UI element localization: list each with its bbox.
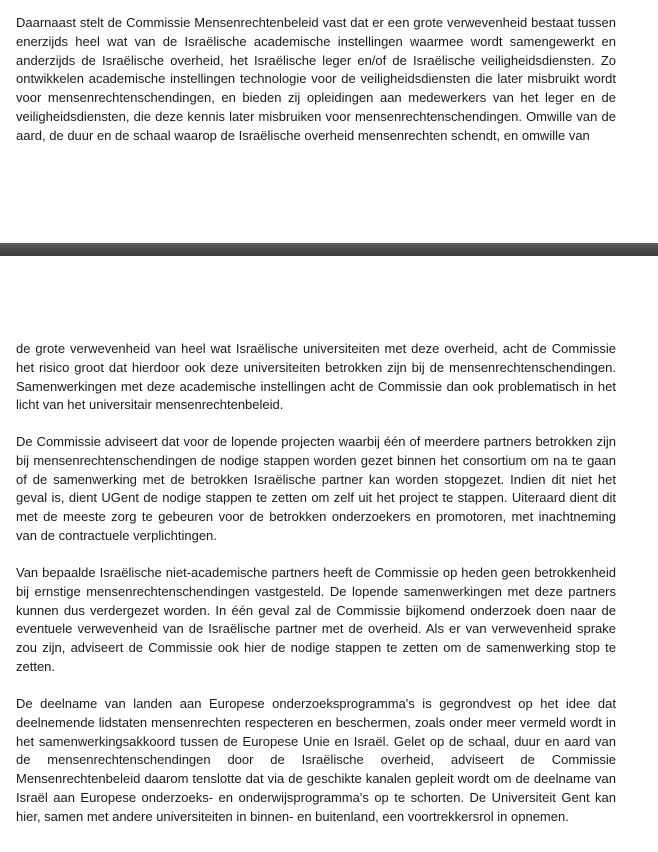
- page-separator: [0, 243, 658, 256]
- document-page-1: [0, 0, 658, 243]
- paragraph: De deelname van landen aan Europese onderzoeksprogramma's is gegrondvest op het idee dat deelnemende lidstaten mensenrechten respecteren en beschermen, zoals onder meer vermeld wordt in het samenwerkingsakkoord tussen de Europese Unie en Israël. Gelet op de schaal, duur en aard van de mensenrechtenschendingen door de Israëlische overheid, adviseert de Commissie Mensenrechtenbeleid daarom tenslotte dat via de geschikte kanalen gepleit wordt om de deelname van Israël aan Europese onderzoeks- en onderwijsprogramma's op te schorten. De Universiteit Gent kan hier, samen met andere universiteiten in binnen- en buitenland, een voortrekkersrol in opnemen.: [16, 696, 616, 824]
- paragraph: De Commissie adviseert dat voor de lopende projecten waarbij één of meerdere partners betrokken zijn bij mensenrechtenschendingen de nodige stappen worden gezet binnen het consortium om na te gaan of de samenwerking met de betrokken Israëlische partner kan worden stopgezet. Indien dit niet het geval is, dient UGent de nodige stappen te zetten om zelf uit het project te stappen. Uiteraard dient dit met de meeste zorg te gebeuren voor de betrokken onderzoekers en promotoren, met inachtneming van de contractuele verplichtingen.: [16, 434, 616, 543]
- paragraph: Daarnaast stelt de Commissie Mensenrechtenbeleid vast dat er een grote verwevenheid bestaat tussen enerzijds heel wat van de Israëlische academische instellingen waarmee wordt samengewerkt en anderzijds de Israëlische overheid, het Israëlische leger en/of de Israëlische veiligheidsdiensten. Zo ontwikkelen academische instellingen technologie voor de veiligheidsdiensten die later misbruikt wordt voor mensenrechtenschendingen, en bieden zij opleidingen aan medewerkers van het leger en de veiligheidsdiensten, die deze kennis later misbruiken voor mensenrechtenschendingen. Omwille van de aard, de duur en de schaal waarop de Israëlische overheid mensenrechten schendt, en omwille van: [16, 15, 616, 143]
- paragraph: de grote verwevenheid van heel wat Israëlische universiteiten met deze overheid, acht de Commissie het risico groot dat hierdoor ook deze universiteiten betrokken zijn bij de mensenrechtenschendingen. Samenwerkingen met deze academische instellingen acht de Commissie dan ook problematisch in het licht van het universitair mensenrechtenbeleid.: [16, 341, 616, 413]
- paragraph: Van bepaalde Israëlische niet-academische partners heeft de Commissie op heden geen betrokkenheid bij ernstige mensenrechtenschendingen vastgesteld. De lopende samenwerkingen met deze partners kunnen dus verdergezet worden. In één geval zal de Commissie bijkomend onderzoek doen naar de eventuele verwevenheid van de Israëlische partner met de overheid. Als er van verwevenheid sprake zou zijn, adviseert de Commissie ook hier de nodige stappen te zetten om de samenwerking stop te zetten.: [16, 565, 616, 674]
